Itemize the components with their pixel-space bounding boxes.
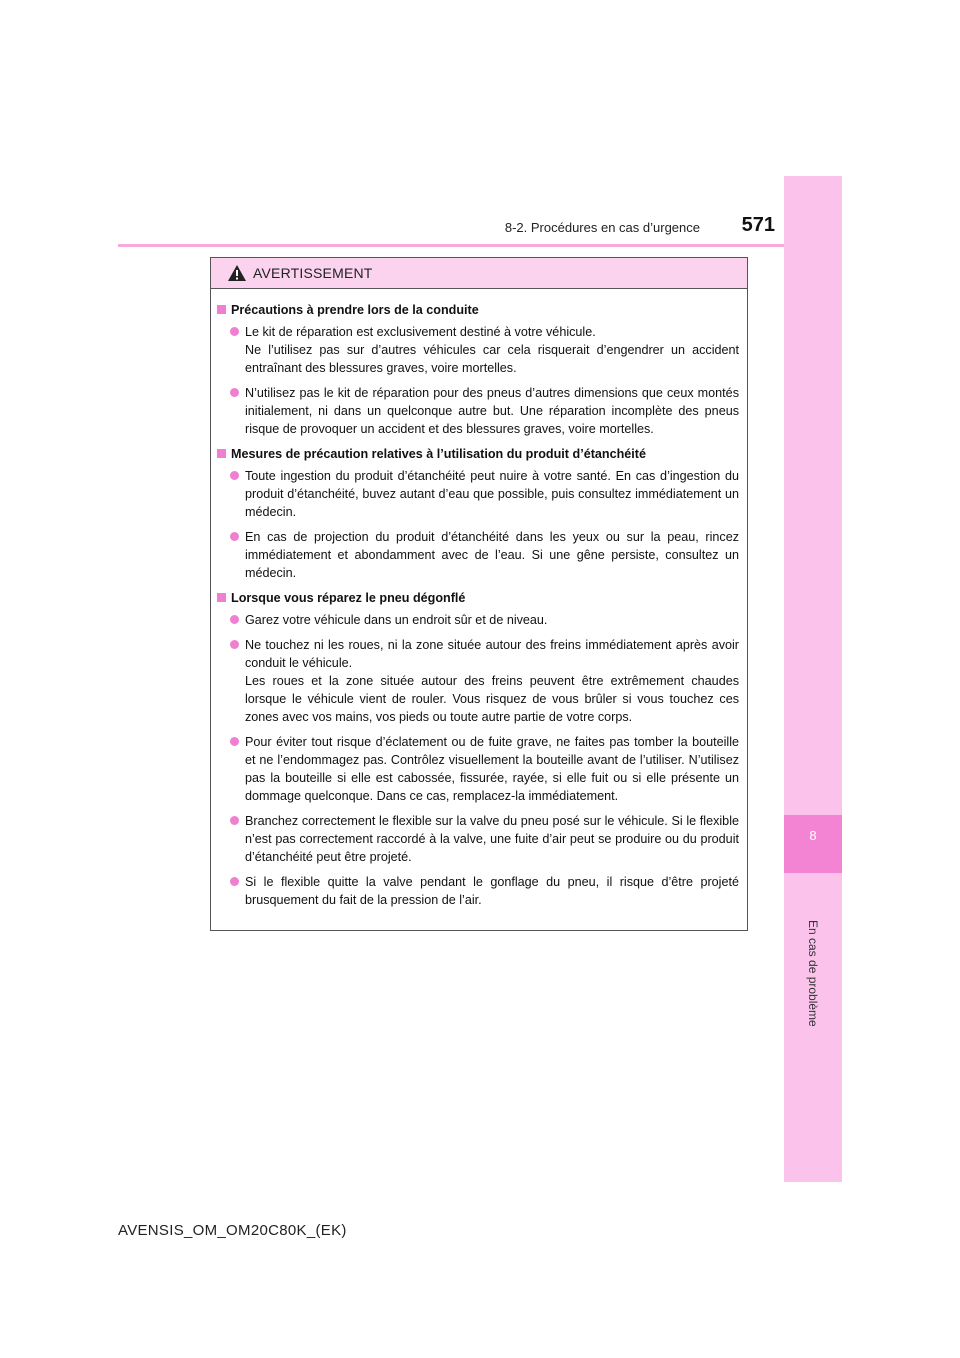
paragraph: Pour éviter tout risque d’éclatement ou de fuite grave, ne faites pas tomber la bouteille et ne l’endommagez pas. Contrôlez visuellement la bouteille avant de l’utiliser. N’utilisez pas la bouteille si elle est cabossée, fissurée, rayée, si elle fuit ou si elle présente un dommage quelconque. Dans ce cas, remplacez-la immédiatement.	[245, 735, 739, 803]
chapter-tab-active[interactable]	[784, 815, 842, 873]
section-heading	[217, 301, 739, 319]
round-bullet-icon	[230, 877, 239, 886]
square-bullet-icon	[217, 305, 226, 314]
paragraph: Ne l’utilisez pas sur d’autres véhicules car cela risquerait d’engendrer un accident entraînant des blessures graves, voire mortelles.	[245, 343, 739, 375]
warning-triangle-icon	[227, 264, 247, 282]
round-bullet-icon	[230, 816, 239, 825]
paragraph: Branchez correctement le flexible sur la valve du pneu posé sur le véhicule. Si le flexible n’est pas correctement raccordé à la valve, une fuite d’air peut se produire ou du produit d’étanchéité peut être projeté.	[245, 814, 739, 864]
bullet-text	[245, 467, 739, 521]
square-bullet-icon	[217, 593, 226, 602]
round-bullet-icon	[230, 532, 239, 541]
round-bullet-icon	[230, 388, 239, 397]
round-bullet-icon	[230, 471, 239, 480]
section-heading	[217, 445, 739, 463]
round-bullet-icon	[230, 327, 239, 336]
paragraph: Le kit de réparation est exclusivement destiné à votre véhicule.	[245, 325, 596, 339]
round-bullet-icon	[230, 737, 239, 746]
header-divider	[118, 244, 842, 247]
paragraph: Les roues et la zone située autour des freins peuvent être extrêmement chaudes lorsque le véhicule vient de rouler. Vous risquez de vous brûler si vous touchez ces zones avec vos mains, vos pieds ou toute autre partie de votre corps.	[245, 674, 739, 724]
warning-title: AVERTISSEMENT	[253, 265, 373, 281]
document-code: AVENSIS_OM_OM20C80K_(EK)	[118, 1222, 347, 1239]
bullet-text	[245, 384, 739, 438]
paragraph: N’utilisez pas le kit de réparation pour des pneus d’autres dimensions que ceux montés initialement, ni dans un quelconque autre but. Une réparation incomplète des pneus risque de provoquer un accident et des blessures graves, voire mortelles.	[245, 386, 739, 436]
paragraph: Toute ingestion du produit d’étanchéité peut nuire à votre santé. En cas d’ingestion du produit d’étanchéité, buvez autant d’eau que possible, puis consultez immédiatement un médecin.	[245, 469, 739, 519]
bullet-item	[230, 733, 739, 805]
bullet-text	[245, 611, 739, 629]
paragraph: En cas de projection du produit d’étanchéité dans les yeux ou sur la peau, rincez immédiatement et abondamment avec de l’eau. Si une gêne persiste, consultez un médecin.	[245, 530, 739, 580]
chapter-side-tab	[784, 176, 842, 1182]
paragraph: Garez votre véhicule dans un endroit sûr et de niveau.	[245, 613, 548, 627]
bullet-item	[230, 384, 739, 438]
bullet-item	[230, 636, 739, 726]
section-title: 8-2. Procédures en cas d’urgence	[504, 220, 700, 235]
bullet-text	[245, 873, 739, 909]
section-heading-text: Lorsque vous réparez le pneu dégonflé	[231, 591, 466, 605]
bullet-text	[245, 636, 739, 726]
section-heading	[217, 589, 739, 607]
bullet-item	[230, 528, 739, 582]
section-heading-text: Mesures de précaution relatives à l’utilisation du produit d’étanchéité	[231, 447, 646, 461]
bullet-item	[230, 611, 739, 629]
bullet-text	[245, 323, 739, 377]
chapter-label: En cas de problème	[806, 920, 820, 1027]
chapter-number: 8	[809, 828, 817, 843]
warning-box	[210, 257, 748, 931]
bullet-text	[245, 528, 739, 582]
warning-body	[211, 289, 747, 909]
square-bullet-icon	[217, 449, 226, 458]
bullet-item	[230, 323, 739, 377]
page-number: 571	[741, 214, 775, 236]
paragraph: Ne touchez ni les roues, ni la zone située autour des freins immédiatement après avoir conduit le véhicule.	[245, 638, 739, 670]
section-heading-text: Précautions à prendre lors de la conduite	[231, 303, 479, 317]
paragraph: Si le flexible quitte la valve pendant le gonflage du pneu, il risque d’être projeté brusquement du fait de la pression de l’air.	[245, 875, 739, 907]
round-bullet-icon	[230, 615, 239, 624]
bullet-item	[230, 467, 739, 521]
round-bullet-icon	[230, 640, 239, 649]
bullet-item	[230, 873, 739, 909]
bullet-text	[245, 733, 739, 805]
bullet-text	[245, 812, 739, 866]
warning-header	[211, 258, 747, 289]
bullet-item	[230, 812, 739, 866]
